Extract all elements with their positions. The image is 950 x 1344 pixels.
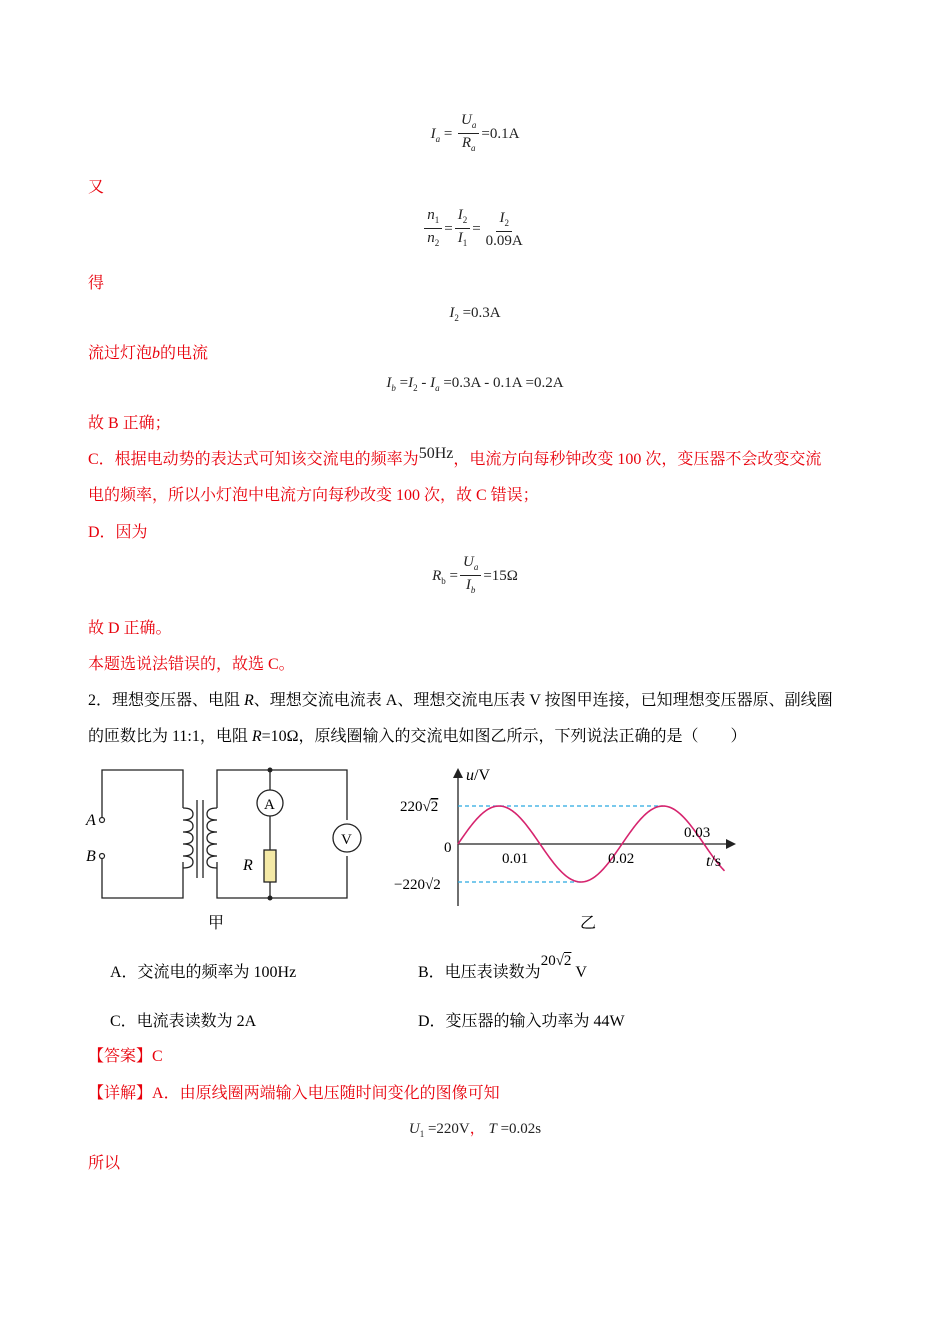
- option-b[interactable]: B．电压表读数为20√2 V: [418, 953, 587, 981]
- text-flow-b: 流过灯泡b的电流: [88, 345, 209, 362]
- text-c-line1: C．根据电动势的表达式可知该交流电的频率为50Hz，电流方向每秒钟改变 100 次，变压器不会改变交流: [88, 445, 822, 468]
- equation-i2: $I_2 =0.3A$: [449, 305, 501, 323]
- terminal-a-label: A: [86, 812, 96, 829]
- text-b-correct: 故 B 正确；: [88, 415, 171, 432]
- option-d[interactable]: D．变压器的输入功率为 44W: [418, 1013, 625, 1030]
- option-a[interactable]: A．交流电的频率为 100Hz: [110, 964, 297, 981]
- text-you: 又: [88, 179, 105, 196]
- origin-label: 0: [444, 840, 452, 856]
- tick-0-01: 0.01: [502, 851, 529, 867]
- voltage-time-graph: [390, 760, 750, 940]
- question-2-line1: 2．理想变压器、电阻 R、理想交流电流表 A、理想交流电压表 V 按图甲连接，已知理想变压器原、副线圈: [88, 692, 833, 709]
- option-c[interactable]: C．电流表读数为 2A: [110, 1013, 257, 1030]
- text-d-because: D．因为: [88, 524, 148, 541]
- text-suoyi: 所以: [88, 1155, 121, 1172]
- figure-yi-caption: 乙: [580, 915, 597, 932]
- equation-turns-ratio: $\frac{n_1}{n_2}$ = $\frac{I_2}{I_1}$ = $\frac{I_2}{0.09A}$: [0, 207, 950, 252]
- equation-rb: $R_b$ = $\frac{U_a}{I_b}$ =15Ω: [432, 554, 518, 595]
- circuit-diagram: [80, 760, 380, 940]
- tick-0-03: 0.03: [684, 825, 711, 841]
- y-axis-label: u/V: [466, 767, 490, 784]
- answer: 【答案】C: [88, 1048, 163, 1065]
- detail-line: 【详解】A．由原线圈两端输入电压随时间变化的图像可知: [88, 1085, 500, 1102]
- text-conclusion: 本题选说法错误的，故选 C。: [88, 656, 295, 673]
- y-max-label: 220√2: [400, 799, 439, 815]
- equation-ia: $I_a$ = $\frac{U_a}{R_a}$ =0.1A: [430, 112, 520, 153]
- tick-0-02: 0.02: [608, 851, 635, 867]
- ammeter-label: A: [264, 797, 275, 813]
- figure-jia-caption: 甲: [208, 915, 225, 932]
- y-min-label: −220√2: [394, 877, 441, 893]
- equation-ib: $I_b =I_2 - I_a =0.3A - 0.1A =0.2A$: [386, 375, 564, 393]
- terminal-b-label: B: [86, 848, 96, 865]
- question-2-line2: 的匝数比为 11:1，电阻 R=10Ω，原线圈输入的交流电如图乙所示，下列说法正确的是（ ）: [88, 728, 747, 745]
- x-axis-label: t/s: [706, 853, 722, 870]
- equation-u1-t: $U_1 =220V$， T =0.02s: [408, 1121, 542, 1139]
- resistor-label: R: [243, 857, 253, 874]
- text-c-line2: 电的频率，所以小灯泡中电流方向每秒改变 100 次，故 C 错误；: [88, 487, 539, 504]
- text-d-correct: 故 D 正确。: [88, 620, 172, 637]
- voltmeter-label: V: [341, 832, 352, 848]
- text-de: 得: [88, 275, 105, 292]
